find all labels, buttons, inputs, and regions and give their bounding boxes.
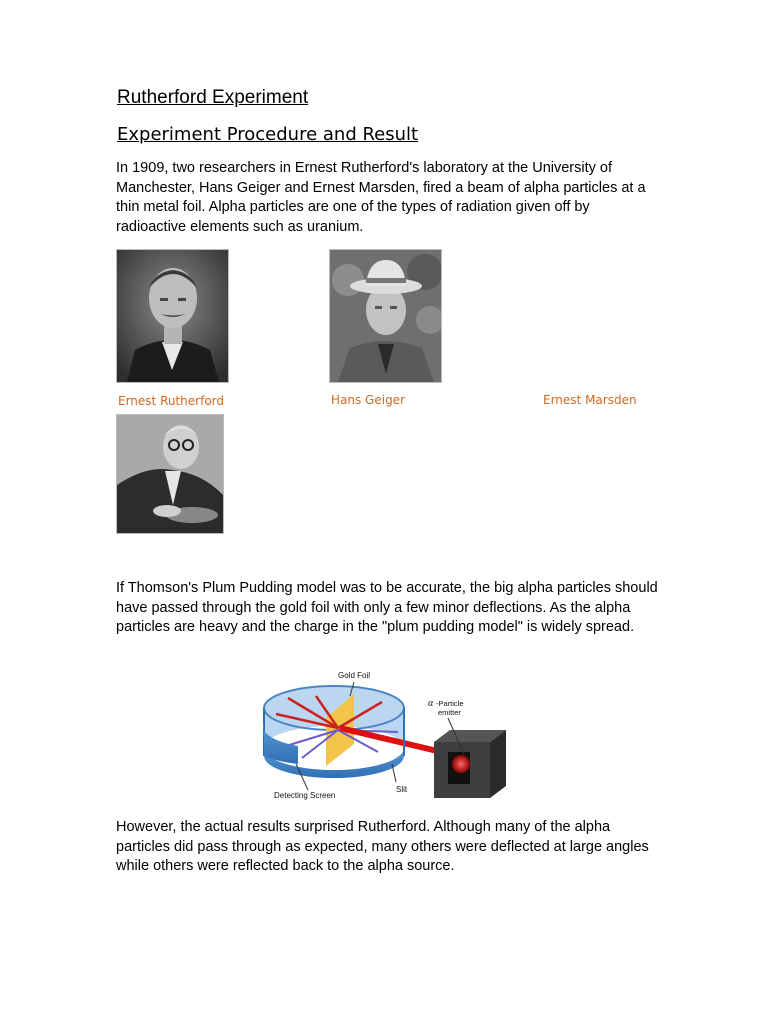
label-slit: Slit <box>396 785 408 794</box>
paragraph-plum-pudding: If Thomson's Plum Pudding model was to be accurate, the big alpha particles should have passed through the gold foil with only a few minor deflections. As the alpha particles are heavy and the charge in the "plum pudding model" is widely spread. <box>116 580 658 635</box>
section-heading: Experiment Procedure and Result <box>117 124 419 145</box>
label-particle: -Particle <box>436 699 464 708</box>
rutherford-photo <box>116 249 229 383</box>
label-alpha-symbol: α <box>428 698 434 709</box>
paragraph-results: However, the actual results surprised Rutherford. Although many of the alpha particles did pass through as expected, many others were deflected at large angles while others were reflected back to the alpha source. <box>116 819 649 874</box>
document-title: Rutherford Experiment <box>117 87 309 108</box>
label-gold-foil: Gold Foil <box>338 671 371 680</box>
gold-foil-diagram <box>258 668 512 802</box>
label-detecting-screen: Detecting Screen <box>274 791 336 800</box>
label-emitter: emitter <box>438 708 461 717</box>
geiger-photo <box>329 249 442 383</box>
caption-marsden: Ernest Marsden <box>543 393 637 407</box>
paragraph-intro: In 1909, two researchers in Ernest Rutherford's laboratory at the University of Manchester, Hans Geiger and Ernest Marsden, fired a beam of alpha particles at a thin metal foil. Alpha particles are one of the types of radiation given off by radioactive elements such as uranium. <box>116 160 646 235</box>
caption-geiger: Hans Geiger <box>331 393 405 407</box>
caption-rutherford: Ernest Rutherford <box>118 394 225 408</box>
marsden-photo <box>116 414 224 534</box>
